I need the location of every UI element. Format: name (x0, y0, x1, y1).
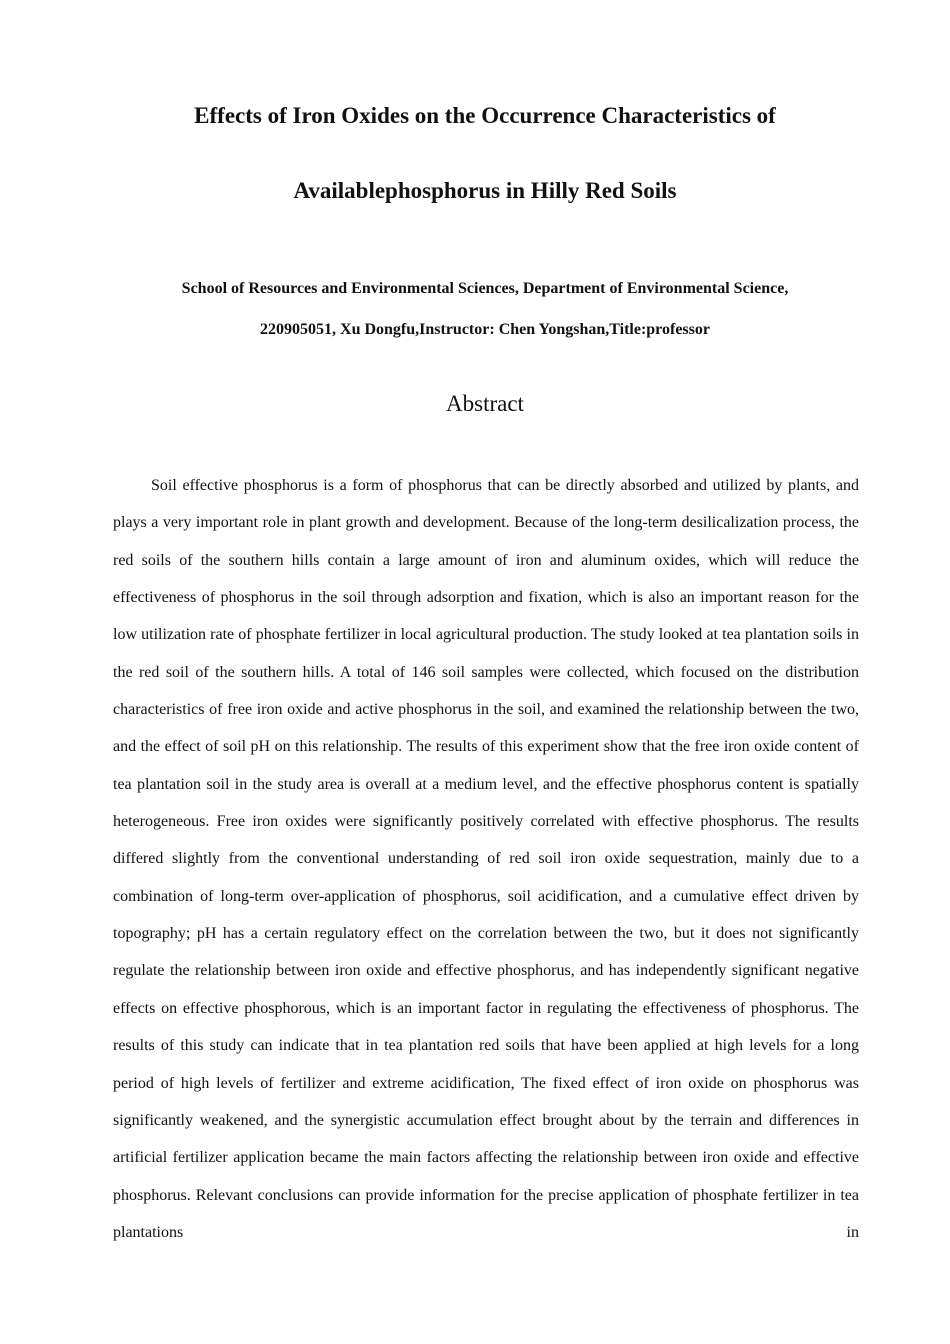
abstract-heading: Abstract (446, 391, 524, 416)
paper-title-line-1: Effects of Iron Oxides on the Occurrence Characteristics of (194, 103, 776, 128)
paper-title-line-2: Availablephosphorus in Hilly Red Soils (293, 178, 677, 203)
abstract-body: Soil effective phosphorus is a form of phosphorus that can be directly absorbed and utilized by plants, and plays a very important role in plant growth and development. Because of the long-term desilicalization process, the red soils of the southern hills contain a large amount of iron and aluminum oxides, which will reduce the effectiveness of phosphorus in the soil through adsorption and fixation, which is also an important reason for the low utilization rate of phosphate fertilizer in local agricultural production. The study looked at tea plantation soils in the red soil of the southern hills. A total of 146 soil samples were collected, which focused on the distribution characteristics of free iron oxide and active phosphorus in the soil, and examined the relationship between the two, and the effect of soil pH on this relationship. The results of this experiment show that the free iron oxide content of tea plantation soil in the study area is overall at a medium level, and the effective phosphorus content is spatially heterogeneous. Free iron oxides were significantly positively correlated with effective phosphorus. The results differed slightly from the conventional understanding of red soil iron oxide sequestration, mainly due to a combination of long-term over-application of phosphorus, soil acidification, and a cumulative effect driven by topography; pH has a certain regulatory effect on the correlation between the two, but it does not significantly regulate the relationship between iron oxide and effective phosphorus, and has independently significant negative effects on effective phosphorous, which is an important factor in regulating the effectiveness of phosphorus. The results of this study can indicate that in tea plantation red soils that have been applied at high levels for a long period of high levels of fertilizer and extreme acidification, The fixed effect of iron oxide on phosphorus was significantly weakened, and the synergistic accumulation effect brought about by the terrain and differences in artificial fertilizer application became the main factors affecting the relationship between iron oxide and effective phosphorus. Relevant conclusions can provide information for the precise application of phosphate fertilizer in tea plantations in (113, 477, 859, 1241)
author-affiliation-line-2: 220905051, Xu Dongfu,Instructor: Chen Yongshan,Title:professor (260, 321, 710, 338)
author-affiliation-line-1: School of Resources and Environmental Sciences, Department of Environmental Science, (181, 280, 789, 297)
